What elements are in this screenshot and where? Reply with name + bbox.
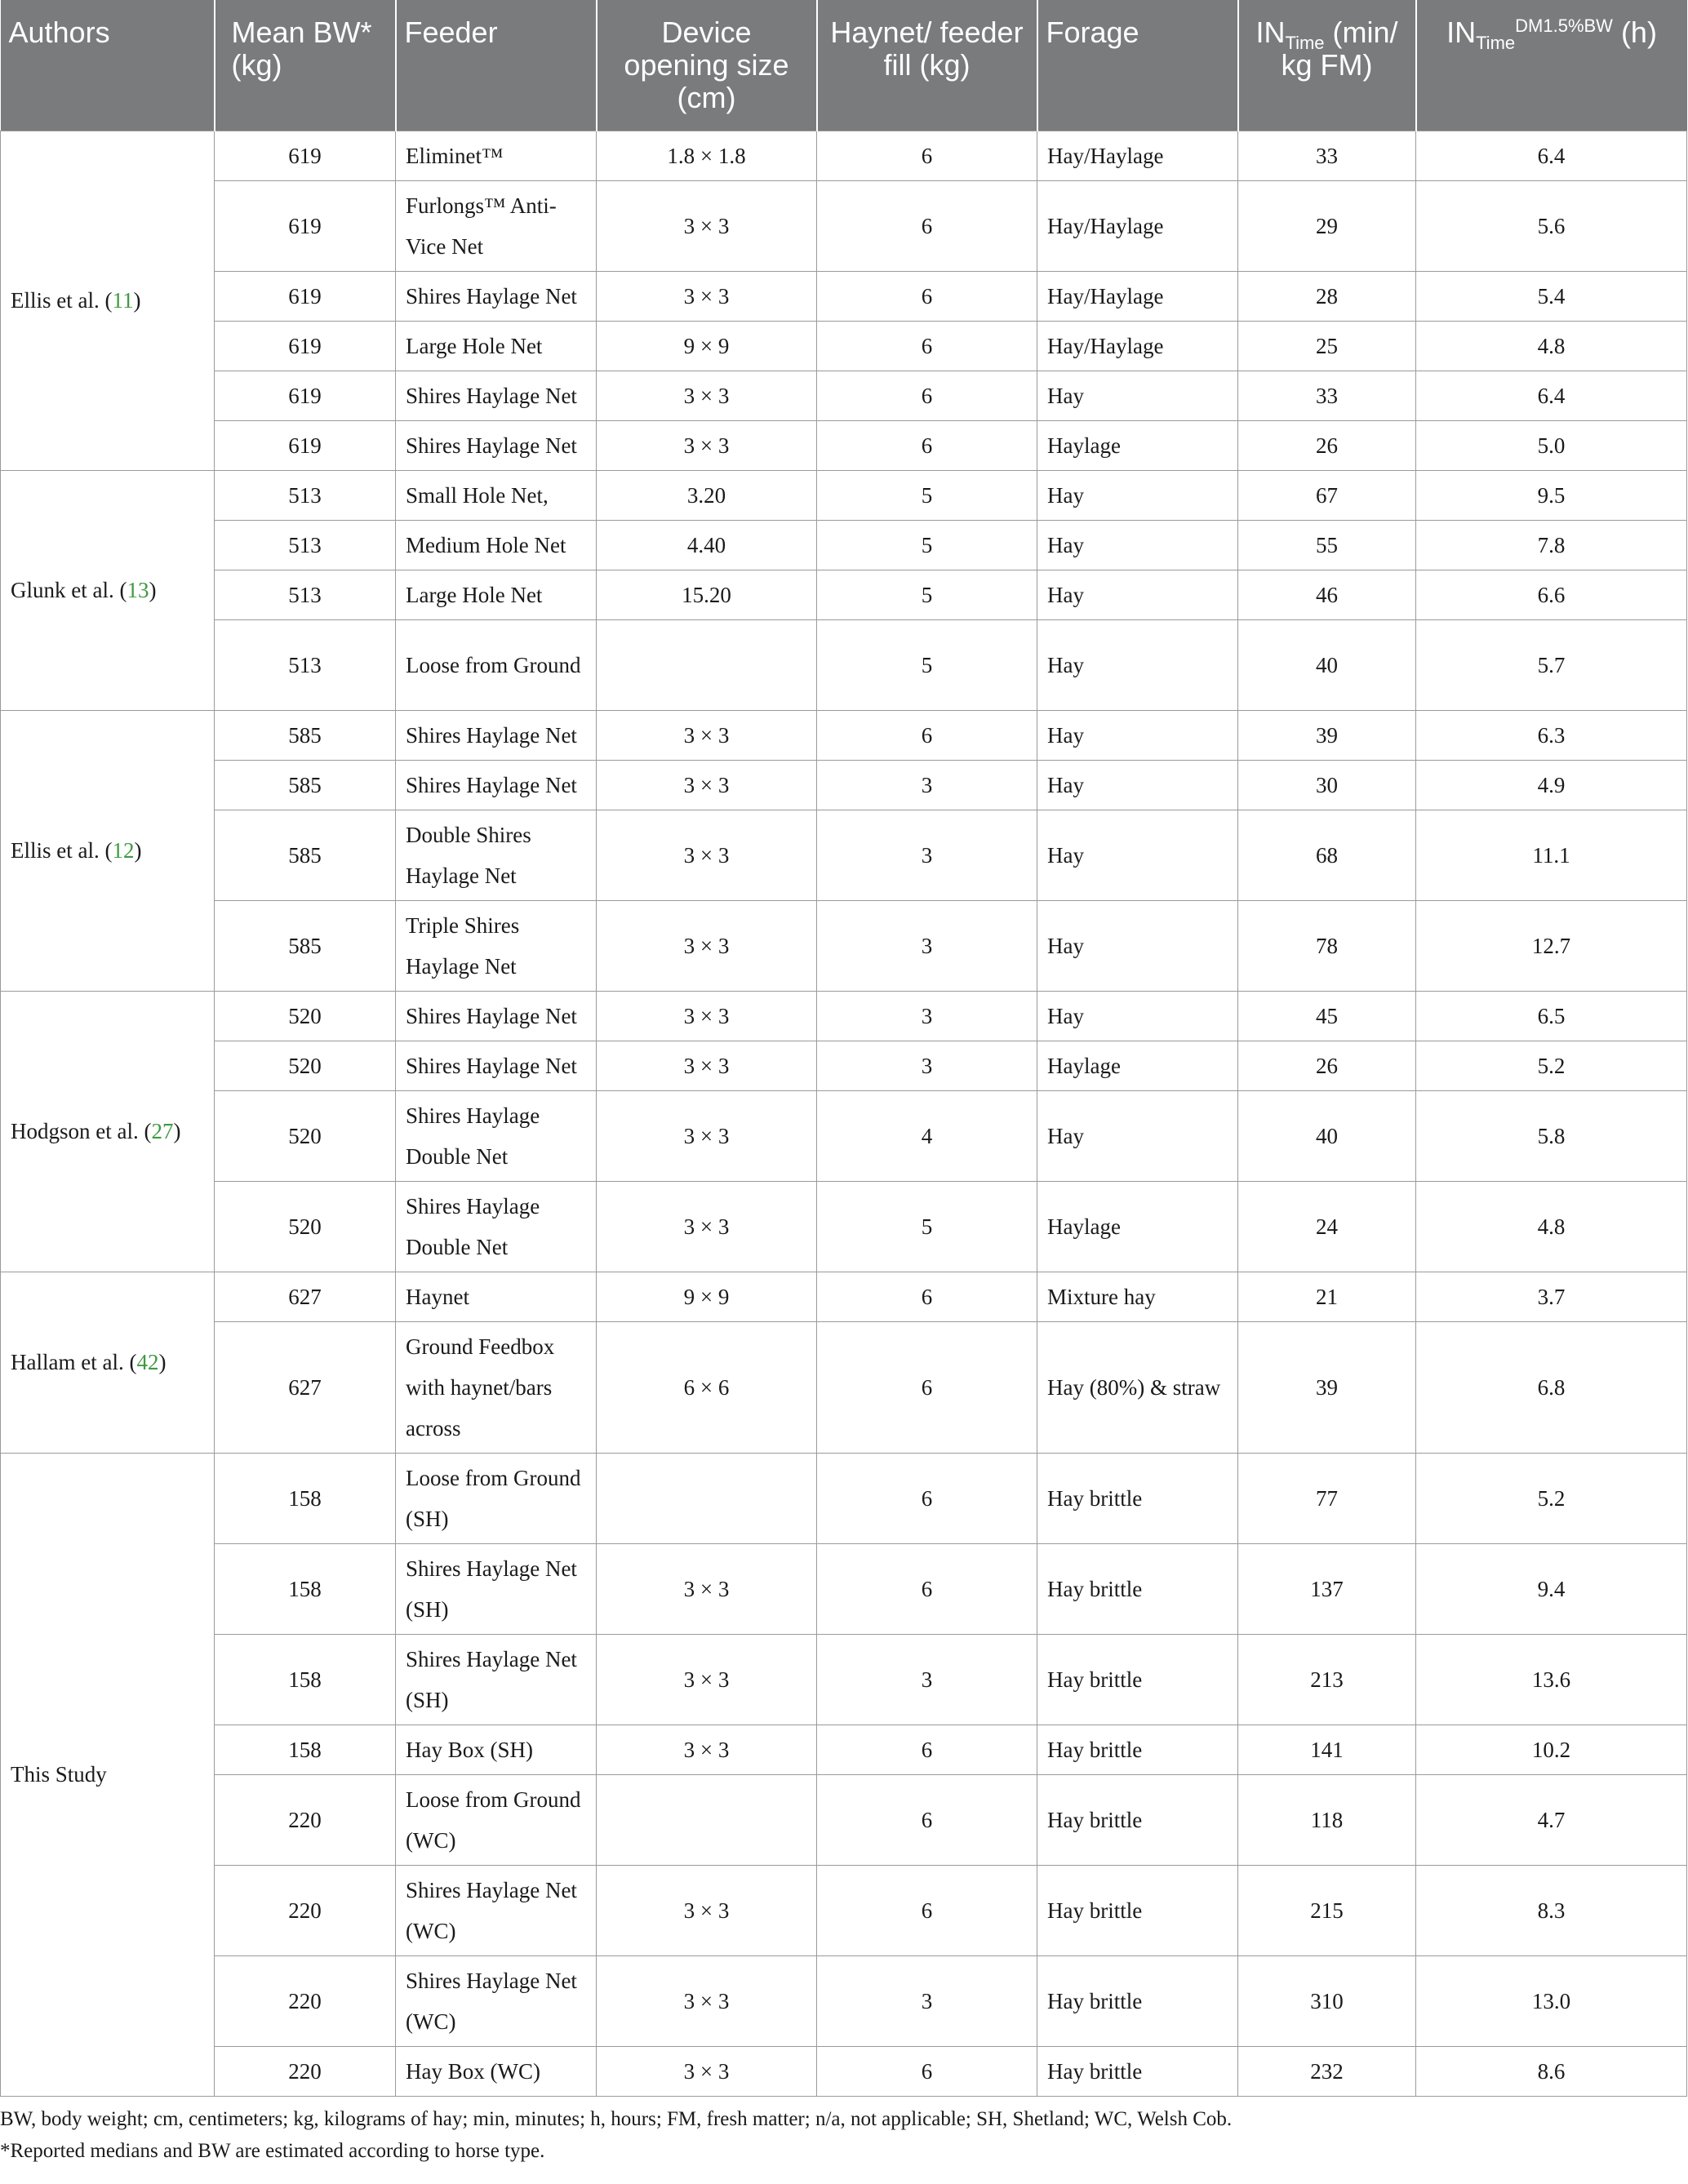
in-time-cell: 78 [1238, 900, 1416, 991]
table-row [1, 1041, 1687, 1090]
mean-bw-cell: 513 [215, 520, 396, 570]
header-in-time-sub: Time [1285, 33, 1325, 54]
forage-cell: Hay [1037, 991, 1238, 1041]
opening-size-cell: 4.40 [597, 520, 817, 570]
header-opening-size: Device opening size (cm) [597, 0, 817, 131]
table-row [1, 1321, 1687, 1453]
mean-bw-cell: 220 [215, 1865, 396, 1955]
author-name: Hallam et al. ( [11, 1350, 137, 1374]
author-cell [1, 710, 215, 991]
mean-bw-cell: 585 [215, 900, 396, 991]
table-body [1, 131, 1687, 2096]
feeder-cell: Double Shires Haylage Net [396, 810, 597, 900]
table-row [1, 991, 1687, 1041]
table-row [1, 2046, 1687, 2096]
table-row [1, 271, 1687, 321]
forage-cell: Hay [1037, 710, 1238, 760]
in-time-cell: 118 [1238, 1774, 1416, 1865]
opening-size-cell: 6 × 6 [597, 1321, 817, 1453]
in-time-dm-cell: 5.4 [1416, 271, 1687, 321]
in-time-dm-cell: 5.2 [1416, 1453, 1687, 1543]
feeder-cell: Haynet [396, 1272, 597, 1321]
table-row [1, 1774, 1687, 1865]
opening-size-cell: 15.20 [597, 570, 817, 619]
in-time-cell: 25 [1238, 321, 1416, 371]
forage-cell: Hay (80%) & straw [1037, 1321, 1238, 1453]
fill-cell: 6 [817, 710, 1037, 760]
in-time-cell: 39 [1238, 710, 1416, 760]
table-row [1, 470, 1687, 520]
reference-link[interactable]: 42 [136, 1350, 159, 1374]
opening-size-cell: 9 × 9 [597, 321, 817, 371]
in-time-dm-cell: 6.4 [1416, 131, 1687, 180]
fill-cell: 5 [817, 1181, 1037, 1272]
in-time-dm-cell: 9.4 [1416, 1543, 1687, 1634]
fill-cell: 6 [817, 1453, 1037, 1543]
in-time-cell: 68 [1238, 810, 1416, 900]
forage-cell: Hay brittle [1037, 1955, 1238, 2046]
feeder-cell: Loose from Ground (WC) [396, 1774, 597, 1865]
in-time-dm-cell: 5.2 [1416, 1041, 1687, 1090]
author-name: Hodgson et al. ( [11, 1119, 152, 1143]
opening-size-cell: 3 × 3 [597, 1181, 817, 1272]
mean-bw-cell: 585 [215, 810, 396, 900]
table-row [1, 1181, 1687, 1272]
table-row [1, 1634, 1687, 1725]
header-dm-sup: DM1.5%BW [1515, 16, 1613, 36]
mean-bw-cell: 513 [215, 470, 396, 520]
in-time-cell: 141 [1238, 1725, 1416, 1774]
header-dm-main: IN [1446, 16, 1477, 49]
in-time-cell: 28 [1238, 271, 1416, 321]
feeder-cell: Medium Hole Net [396, 520, 597, 570]
mean-bw-cell: 158 [215, 1453, 396, 1543]
mean-bw-cell: 619 [215, 271, 396, 321]
opening-size-cell: 3 × 3 [597, 180, 817, 271]
in-time-dm-cell: 11.1 [1416, 810, 1687, 900]
feeder-cell: Shires Haylage Net [396, 271, 597, 321]
header-in-time [1238, 0, 1416, 131]
in-time-cell: 24 [1238, 1181, 1416, 1272]
mean-bw-cell: 619 [215, 131, 396, 180]
mean-bw-cell: 520 [215, 1041, 396, 1090]
feeder-cell: Ground Feedbox with haynet/bars across [396, 1321, 597, 1453]
in-time-dm-cell: 10.2 [1416, 1725, 1687, 1774]
header-authors: Authors [1, 0, 215, 131]
feeder-cell: Shires Haylage Net [396, 991, 597, 1041]
author-paren: ) [133, 288, 141, 313]
table-row [1, 1453, 1687, 1543]
feeder-cell: Eliminet™ [396, 131, 597, 180]
in-time-dm-cell: 6.8 [1416, 1321, 1687, 1453]
author-name: Ellis et al. ( [11, 838, 113, 863]
table-row [1, 1725, 1687, 1774]
in-time-cell: 310 [1238, 1955, 1416, 2046]
feeder-cell: Loose from Ground [396, 619, 597, 710]
fill-cell: 6 [817, 2046, 1037, 2096]
fill-cell: 6 [817, 1774, 1037, 1865]
in-time-dm-cell: 4.8 [1416, 1181, 1687, 1272]
mean-bw-cell: 627 [215, 1321, 396, 1453]
forage-cell: Hay/Haylage [1037, 180, 1238, 271]
feeder-cell: Furlongs™ Anti-Vice Net [396, 180, 597, 271]
forage-cell: Hay brittle [1037, 1725, 1238, 1774]
fill-cell: 4 [817, 1090, 1037, 1181]
opening-size-cell [597, 619, 817, 710]
opening-size-cell: 3 × 3 [597, 371, 817, 420]
mean-bw-cell: 513 [215, 619, 396, 710]
in-time-dm-cell: 13.0 [1416, 1955, 1687, 2046]
in-time-dm-cell: 6.4 [1416, 371, 1687, 420]
table-row [1, 619, 1687, 710]
table-row [1, 1272, 1687, 1321]
forage-cell: Hay/Haylage [1037, 321, 1238, 371]
opening-size-cell [597, 1774, 817, 1865]
table-row [1, 131, 1687, 180]
in-time-cell: 26 [1238, 420, 1416, 470]
fill-cell: 6 [817, 1865, 1037, 1955]
in-time-dm-cell: 4.9 [1416, 760, 1687, 810]
author-paren: ) [173, 1119, 181, 1143]
forage-cell: Hay [1037, 900, 1238, 991]
author-cell [1, 470, 215, 710]
opening-size-cell: 3 × 3 [597, 1634, 817, 1725]
fill-cell: 5 [817, 520, 1037, 570]
table-row [1, 1865, 1687, 1955]
header-forage: Forage [1037, 0, 1238, 131]
fill-cell: 6 [817, 271, 1037, 321]
opening-size-cell: 3 × 3 [597, 760, 817, 810]
header-in-time-rest: (min/ kg FM) [1281, 16, 1398, 82]
reference-link[interactable]: 27 [151, 1119, 174, 1143]
in-time-cell: 232 [1238, 2046, 1416, 2096]
opening-size-cell: 1.8 × 1.8 [597, 131, 817, 180]
mean-bw-cell: 520 [215, 1181, 396, 1272]
header-fill: Haynet/ feeder fill (kg) [817, 0, 1037, 131]
fill-cell: 5 [817, 619, 1037, 710]
table-row [1, 900, 1687, 991]
fill-cell: 3 [817, 991, 1037, 1041]
header-mean-bw: Mean BW* (kg) [215, 0, 396, 131]
forage-cell: Hay [1037, 371, 1238, 420]
feeder-cell: Triple Shires Haylage Net [396, 900, 597, 991]
table-row [1, 1090, 1687, 1181]
forage-cell: Haylage [1037, 420, 1238, 470]
in-time-cell: 39 [1238, 1321, 1416, 1453]
feeder-cell: Shires Haylage Double Net [396, 1090, 597, 1181]
table-row [1, 321, 1687, 371]
feeder-cell: Shires Haylage Net [396, 1041, 597, 1090]
mean-bw-cell: 627 [215, 1272, 396, 1321]
opening-size-cell: 3 × 3 [597, 710, 817, 760]
fill-cell: 6 [817, 371, 1037, 420]
in-time-cell: 40 [1238, 1090, 1416, 1181]
fill-cell: 6 [817, 1725, 1037, 1774]
feeder-cell: Loose from Ground (SH) [396, 1453, 597, 1543]
forage-cell: Mixture hay [1037, 1272, 1238, 1321]
header-feeder: Feeder [396, 0, 597, 131]
footnote-abbreviations: BW, body weight; cm, centimeters; kg, kilograms of hay; min, minutes; h, hours; FM, fresh matter; n/a, not applicable; SH, Shetland; WC, Welsh Cob. [0, 2108, 1233, 2130]
fill-cell: 6 [817, 180, 1037, 271]
forage-cell: Hay [1037, 760, 1238, 810]
forage-cell: Hay [1037, 810, 1238, 900]
in-time-cell: 46 [1238, 570, 1416, 619]
in-time-cell: 77 [1238, 1453, 1416, 1543]
header-in-time-dm [1416, 0, 1687, 131]
table-row [1, 420, 1687, 470]
table-row [1, 520, 1687, 570]
mean-bw-cell: 585 [215, 760, 396, 810]
opening-size-cell: 3 × 3 [597, 1543, 817, 1634]
in-time-cell: 67 [1238, 470, 1416, 520]
in-time-dm-cell: 5.6 [1416, 180, 1687, 271]
in-time-dm-cell: 9.5 [1416, 470, 1687, 520]
in-time-dm-cell: 5.7 [1416, 619, 1687, 710]
reference-link[interactable]: 13 [127, 578, 149, 602]
opening-size-cell: 3 × 3 [597, 1865, 817, 1955]
header-dm-sub: Time [1476, 33, 1516, 54]
forage-cell: Hay brittle [1037, 1634, 1238, 1725]
forage-cell: Hay brittle [1037, 1774, 1238, 1865]
opening-size-cell: 3 × 3 [597, 271, 817, 321]
opening-size-cell: 3 × 3 [597, 420, 817, 470]
in-time-cell: 33 [1238, 131, 1416, 180]
forage-cell: Hay [1037, 470, 1238, 520]
in-time-dm-cell: 4.7 [1416, 1774, 1687, 1865]
forage-cell: Hay [1037, 1090, 1238, 1181]
in-time-dm-cell: 3.7 [1416, 1272, 1687, 1321]
mean-bw-cell: 220 [215, 2046, 396, 2096]
table-row [1, 710, 1687, 760]
feeder-cell: Large Hole Net [396, 570, 597, 619]
mean-bw-cell: 585 [215, 710, 396, 760]
fill-cell: 3 [817, 1041, 1037, 1090]
opening-size-cell: 3 × 3 [597, 1725, 817, 1774]
mean-bw-cell: 220 [215, 1955, 396, 2046]
feeder-cell: Shires Haylage Net (WC) [396, 1955, 597, 2046]
in-time-dm-cell: 6.3 [1416, 710, 1687, 760]
mean-bw-cell: 158 [215, 1725, 396, 1774]
opening-size-cell: 3 × 3 [597, 2046, 817, 2096]
in-time-dm-cell: 8.6 [1416, 2046, 1687, 2096]
feeder-cell: Shires Haylage Net [396, 760, 597, 810]
mean-bw-cell: 220 [215, 1774, 396, 1865]
in-time-dm-cell: 6.5 [1416, 991, 1687, 1041]
feeder-cell: Shires Haylage Net (SH) [396, 1634, 597, 1725]
mean-bw-cell: 619 [215, 180, 396, 271]
fill-cell: 6 [817, 1321, 1037, 1453]
in-time-dm-cell: 5.0 [1416, 420, 1687, 470]
footnote-asterisk: *Reported medians and BW are estimated according to horse type. [0, 2140, 545, 2162]
feeder-cell: Hay Box (WC) [396, 2046, 597, 2096]
forage-cell: Hay [1037, 570, 1238, 619]
opening-size-cell: 3 × 3 [597, 991, 817, 1041]
fill-cell: 3 [817, 900, 1037, 991]
in-time-cell: 55 [1238, 520, 1416, 570]
table-row [1, 180, 1687, 271]
author-cell [1, 1272, 215, 1453]
in-time-cell: 21 [1238, 1272, 1416, 1321]
in-time-cell: 33 [1238, 371, 1416, 420]
feeder-cell: Shires Haylage Net [396, 371, 597, 420]
forage-cell: Hay brittle [1037, 1865, 1238, 1955]
author-paren: ) [149, 578, 157, 602]
mean-bw-cell: 520 [215, 1090, 396, 1181]
in-time-cell: 30 [1238, 760, 1416, 810]
forage-cell: Hay brittle [1037, 1543, 1238, 1634]
forage-cell: Hay brittle [1037, 1453, 1238, 1543]
fill-cell: 6 [817, 131, 1037, 180]
mean-bw-cell: 520 [215, 991, 396, 1041]
in-time-cell: 213 [1238, 1634, 1416, 1725]
mean-bw-cell: 158 [215, 1634, 396, 1725]
in-time-cell: 137 [1238, 1543, 1416, 1634]
in-time-dm-cell: 4.8 [1416, 321, 1687, 371]
feeder-cell: Shires Haylage Net [396, 710, 597, 760]
table-row [1, 570, 1687, 619]
fill-cell: 5 [817, 470, 1037, 520]
opening-size-cell: 3 × 3 [597, 1955, 817, 2046]
in-time-cell: 45 [1238, 991, 1416, 1041]
reference-link[interactable]: 11 [112, 288, 134, 313]
opening-size-cell [597, 1453, 817, 1543]
opening-size-cell: 3 × 3 [597, 810, 817, 900]
opening-size-cell: 9 × 9 [597, 1272, 817, 1321]
feeder-cell: Shires Haylage Net (SH) [396, 1543, 597, 1634]
mean-bw-cell: 619 [215, 371, 396, 420]
mean-bw-cell: 158 [215, 1543, 396, 1634]
opening-size-cell: 3 × 3 [597, 900, 817, 991]
forage-cell: Hay/Haylage [1037, 271, 1238, 321]
forage-cell: Hay [1037, 520, 1238, 570]
header-in-time-main: IN [1255, 16, 1286, 49]
fill-cell: 3 [817, 1955, 1037, 2046]
author-name: Ellis et al. ( [11, 288, 113, 313]
table-row [1, 1543, 1687, 1634]
fill-cell: 3 [817, 760, 1037, 810]
in-time-cell: 40 [1238, 619, 1416, 710]
in-time-dm-cell: 8.3 [1416, 1865, 1687, 1955]
author-cell [1, 1453, 215, 2096]
forage-cell: Hay [1037, 619, 1238, 710]
opening-size-cell: 3 × 3 [597, 1090, 817, 1181]
fill-cell: 3 [817, 810, 1037, 900]
table-row [1, 810, 1687, 900]
in-time-dm-cell: 13.6 [1416, 1634, 1687, 1725]
author-paren: ) [158, 1350, 167, 1374]
forage-cell: Hay/Haylage [1037, 131, 1238, 180]
table-row [1, 1955, 1687, 2046]
author-paren: ) [134, 838, 142, 863]
fill-cell: 6 [817, 420, 1037, 470]
feeder-cell: Shires Haylage Net (WC) [396, 1865, 597, 1955]
in-time-dm-cell: 6.6 [1416, 570, 1687, 619]
in-time-dm-cell: 12.7 [1416, 900, 1687, 991]
header-row [1, 0, 1687, 131]
opening-size-cell: 3 × 3 [597, 1041, 817, 1090]
feeder-cell: Shires Haylage Net [396, 420, 597, 470]
fill-cell: 6 [817, 321, 1037, 371]
mean-bw-cell: 619 [215, 420, 396, 470]
forage-cell: Haylage [1037, 1041, 1238, 1090]
fill-cell: 6 [817, 1272, 1037, 1321]
author-cell [1, 131, 215, 470]
author-name: This Study [11, 1762, 107, 1787]
fill-cell: 6 [817, 1543, 1037, 1634]
table-row [1, 760, 1687, 810]
in-time-cell: 215 [1238, 1865, 1416, 1955]
author-cell [1, 991, 215, 1272]
header-dm-rest: (h) [1612, 16, 1657, 49]
in-time-cell: 26 [1238, 1041, 1416, 1090]
in-time-dm-cell: 7.8 [1416, 520, 1687, 570]
forage-cell: Hay brittle [1037, 2046, 1238, 2096]
reference-link[interactable]: 12 [112, 838, 135, 863]
table-row [1, 371, 1687, 420]
fill-cell: 3 [817, 1634, 1037, 1725]
author-name: Glunk et al. ( [11, 578, 127, 602]
mean-bw-cell: 619 [215, 321, 396, 371]
opening-size-cell: 3.20 [597, 470, 817, 520]
fill-cell: 5 [817, 570, 1037, 619]
feeder-cell: Small Hole Net, [396, 470, 597, 520]
feeder-cell: Hay Box (SH) [396, 1725, 597, 1774]
mean-bw-cell: 513 [215, 570, 396, 619]
feeder-cell: Large Hole Net [396, 321, 597, 371]
in-time-dm-cell: 5.8 [1416, 1090, 1687, 1181]
in-time-cell: 29 [1238, 180, 1416, 271]
forage-cell: Haylage [1037, 1181, 1238, 1272]
feeder-cell: Shires Haylage Double Net [396, 1181, 597, 1272]
